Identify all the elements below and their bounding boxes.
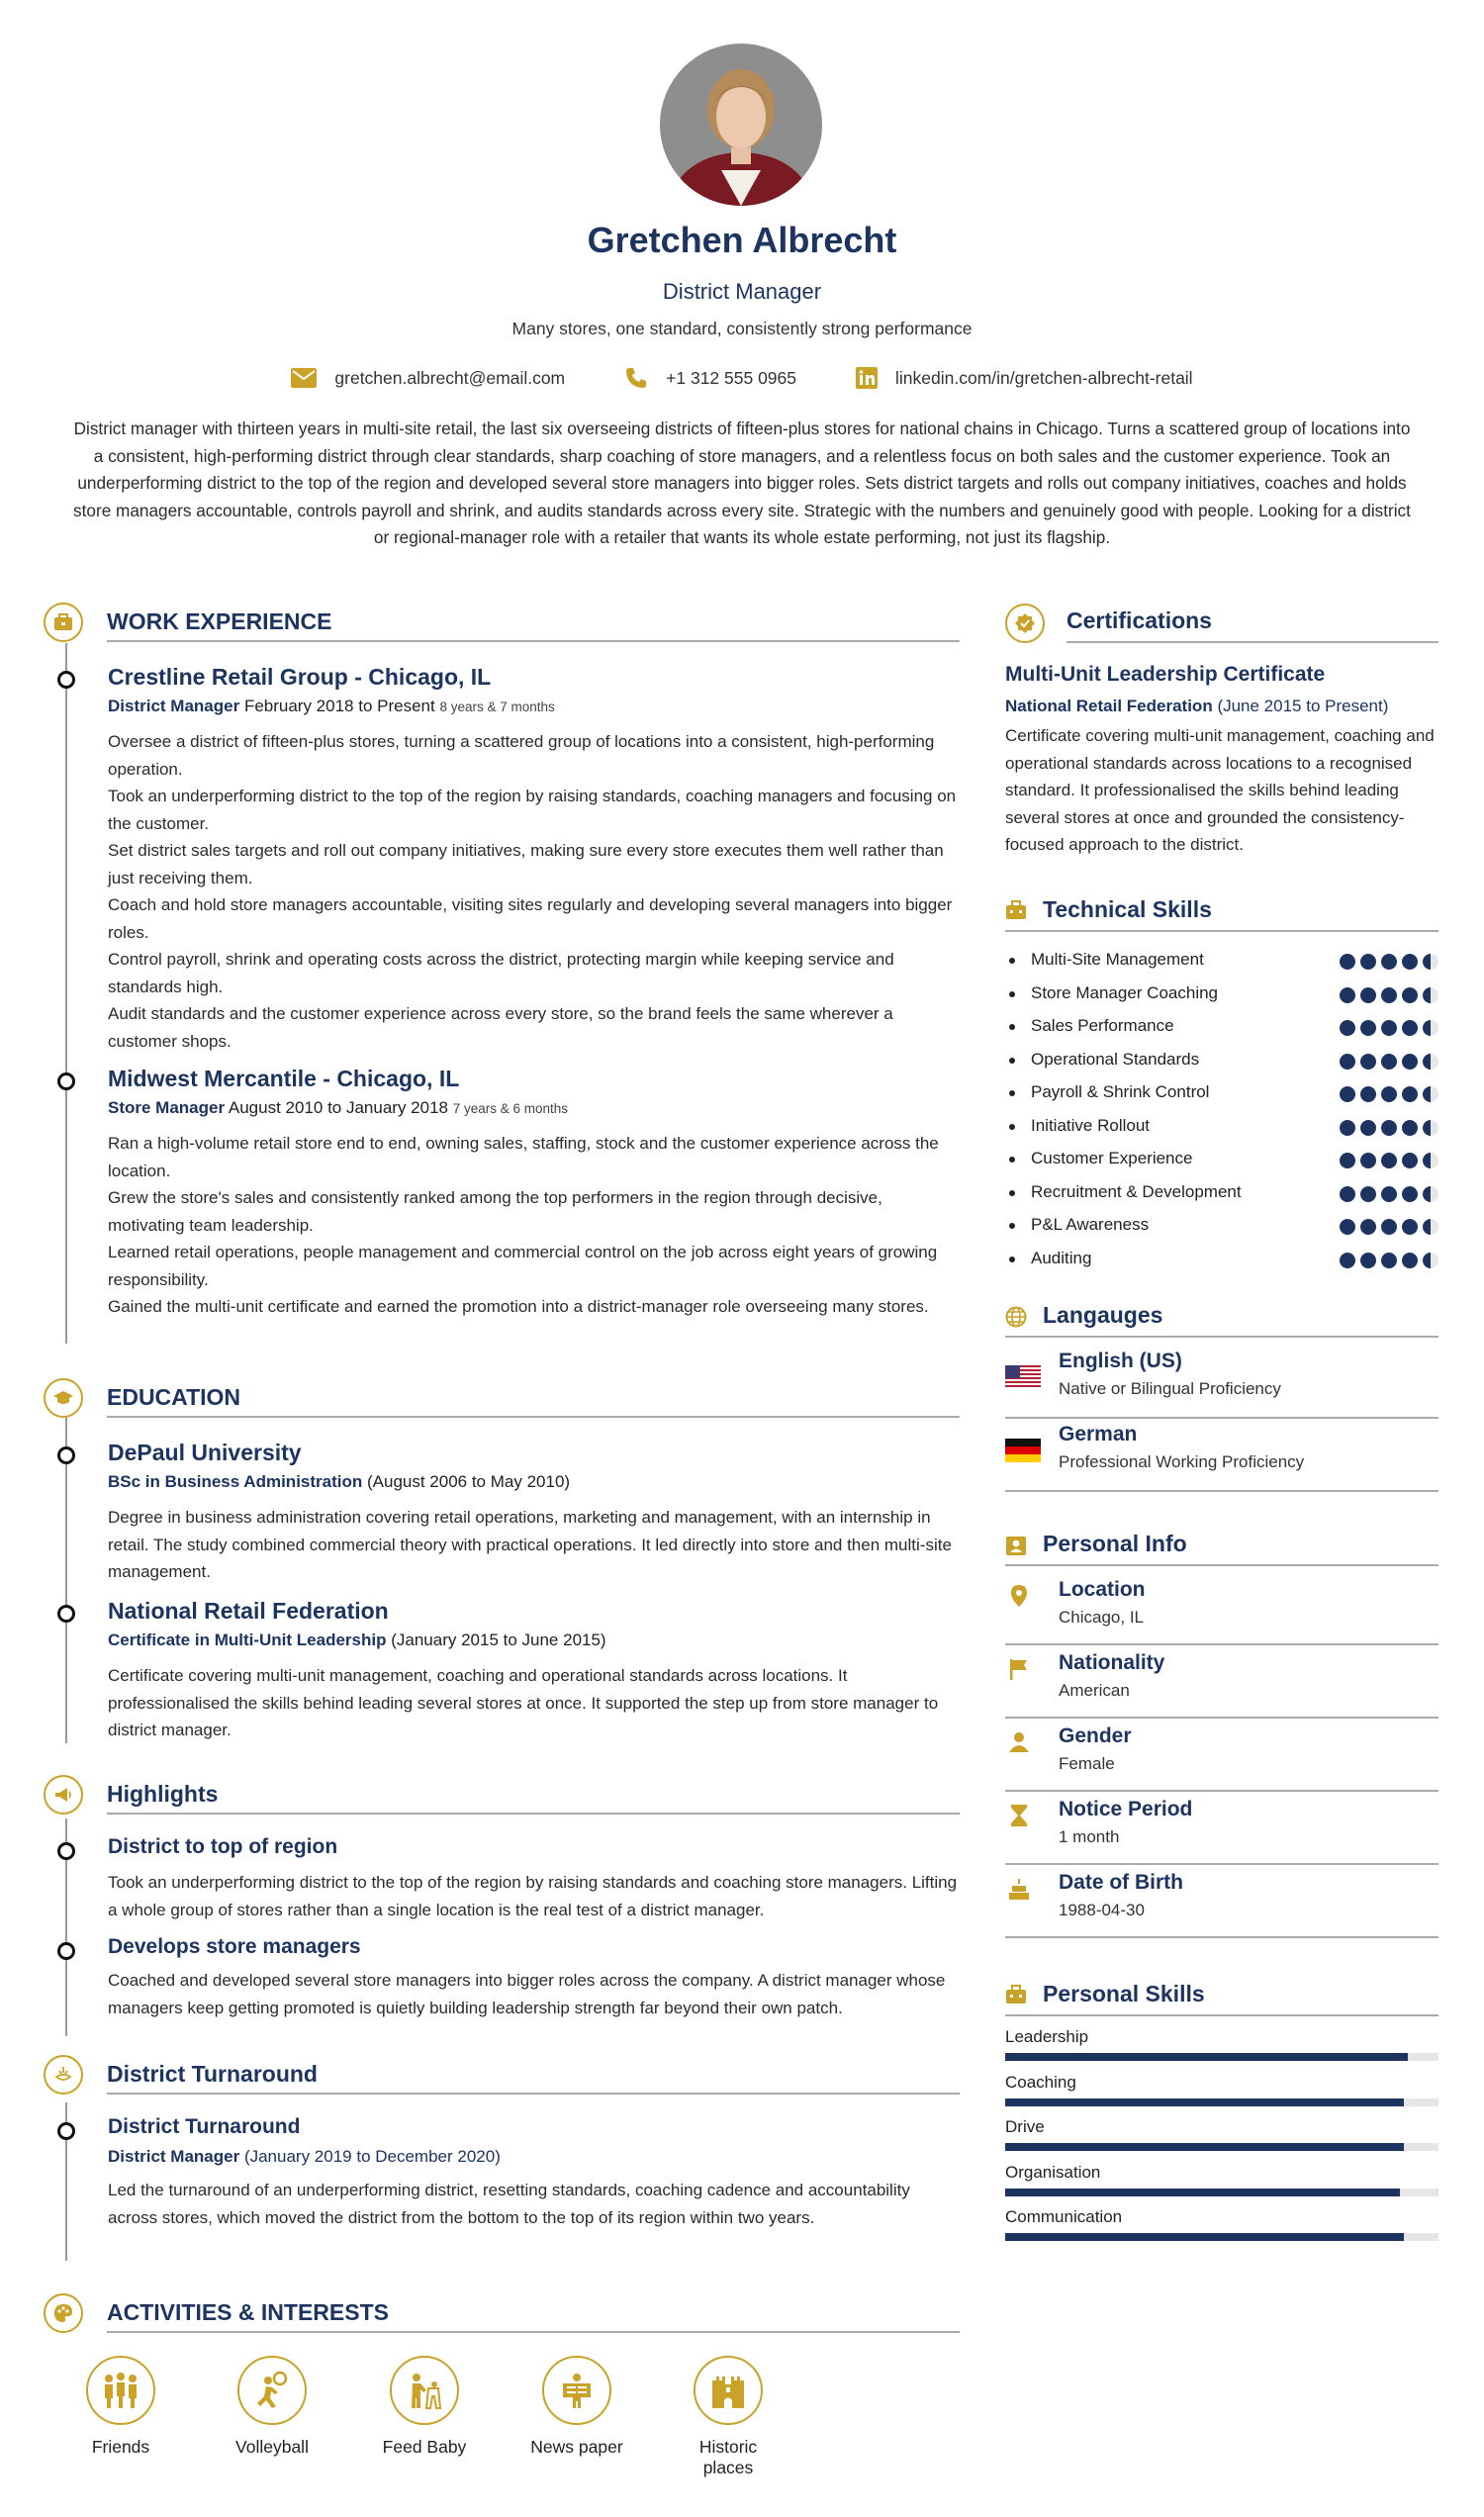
job-duration: 7 years & 6 months: [452, 1101, 569, 1116]
interest-label: Volleyball: [235, 2437, 309, 2457]
personal-info-item: [1005, 1798, 1438, 1865]
interest-item: [674, 2356, 783, 2478]
info-value: 1988-04-30: [1059, 1901, 1145, 1919]
skill-name: Multi-Site Management: [1031, 950, 1204, 969]
toolbox-icon: [1005, 1985, 1027, 2004]
timeline-dot: [57, 2122, 75, 2140]
rating-dot: [1381, 1020, 1397, 1036]
rating-dot: [1423, 954, 1438, 970]
job-bullet: Took an underperforming district to the top of the region by raising standards, coaching managers and focusing on the customer.: [108, 787, 957, 833]
personal-info-item: [1005, 1578, 1438, 1645]
highlight-title: Develops store managers: [108, 1935, 361, 1958]
job-bullet: Grew the store's sales and consistently ranked among the top performers in the region through decisive, motivating team leadership.: [108, 1188, 882, 1235]
skill-bar-fill: [1005, 2053, 1408, 2061]
skill-name: Organisation: [1005, 2162, 1101, 2182]
contact-phone[interactable]: [624, 366, 796, 390]
technical-skill-item: [1005, 1016, 1438, 1040]
info-label: Location: [1059, 1578, 1146, 1601]
degree-dates: (August 2006 to May 2010): [366, 1472, 571, 1491]
certification-issuer: National Retail Federation: [1005, 697, 1213, 715]
feed-baby-icon: [390, 2356, 459, 2425]
personal-info-item: [1005, 1651, 1438, 1719]
job-bullet: Set district sales targets and roll out company initiatives, making sure every store executes them well rather than just receiving them.: [108, 841, 944, 887]
section-divider: [107, 1813, 960, 1815]
info-label: Nationality: [1059, 1651, 1165, 1674]
email-icon: [291, 368, 317, 388]
job-bullet: Ran a high-volume retail store end to end, owning sales, staffing, stock and the customer experience across the location.: [108, 1134, 939, 1180]
bullet-dot: [1009, 1124, 1015, 1130]
certification-entry: [1005, 663, 1438, 859]
project-description: Led the turnaround of an underperforming district, resetting standards, coaching cadence and accountability across stores, which moved the district from the bottom to the top of its region within two years.: [108, 2181, 910, 2227]
hourglass-icon: [1007, 1804, 1031, 1827]
us-flag-icon: [1005, 1365, 1041, 1389]
job-bullets: [108, 728, 959, 1055]
bullet-dot: [1009, 1024, 1015, 1030]
phone-text[interactable]: +1 312 555 0965: [666, 367, 797, 388]
rating-dot: [1340, 1020, 1355, 1036]
info-value: American: [1059, 1681, 1130, 1700]
skill-bar-track: [1005, 2143, 1438, 2151]
education-header: [44, 1378, 960, 1422]
certifications-header: [1005, 604, 1438, 643]
palette-icon: [44, 2293, 83, 2333]
skill-name: P&L Awareness: [1031, 1215, 1150, 1234]
skill-bar-fill: [1005, 2098, 1404, 2106]
interest-label: News paper: [530, 2437, 623, 2457]
section-divider: [107, 2331, 960, 2333]
skill-bar-track: [1005, 2098, 1438, 2106]
degree-meta: [108, 1472, 959, 1492]
job-bullets: [108, 1130, 959, 1321]
info-label: Gender: [1059, 1725, 1132, 1747]
rating-dot: [1402, 1186, 1418, 1202]
skill-bar-fill: [1005, 2189, 1400, 2196]
section-divider: [107, 1416, 960, 1418]
personal-skills-header: [1005, 1977, 1438, 2016]
rating-dot: [1381, 1086, 1397, 1102]
info-label: Date of Birth: [1059, 1871, 1183, 1894]
rating-dot: [1360, 1219, 1376, 1235]
timeline-line: [65, 1417, 67, 1743]
skill-name: Drive: [1005, 2117, 1045, 2136]
language-item: [1005, 1423, 1438, 1492]
sparkle-icon: [44, 2055, 83, 2095]
section-divider: [1005, 1564, 1438, 1566]
job-bullet: Control payroll, shrink and operating costs across the district, protecting margin while keeping service and standards high.: [108, 950, 894, 996]
skill-name: Initiative Rollout: [1031, 1115, 1151, 1135]
id-card-icon: [1005, 1535, 1027, 1556]
skill-rating: [1340, 954, 1438, 970]
work-entry: [108, 664, 959, 1055]
germany-flag-icon: [1005, 1439, 1041, 1462]
rating-dot: [1340, 1086, 1355, 1102]
section-title: Technical Skills: [1043, 896, 1212, 922]
contact-linkedin[interactable]: [856, 366, 1193, 390]
bullet-dot: [1009, 1190, 1015, 1196]
section-divider: [107, 2093, 960, 2095]
personal-skill-item: [1005, 2207, 1438, 2247]
skill-name: Sales Performance: [1031, 1016, 1174, 1035]
contact-row: [0, 366, 1484, 390]
technical-skill-item: [1005, 983, 1438, 1007]
graduation-cap-icon: [44, 1378, 83, 1418]
skill-bar-track: [1005, 2053, 1438, 2061]
company-name: Midwest Mercantile - Chicago, IL: [108, 1066, 460, 1091]
rating-dot: [1423, 1054, 1438, 1070]
rating-dot: [1360, 1054, 1376, 1070]
personal-info-item: [1005, 1871, 1438, 1938]
skill-bar-track: [1005, 2189, 1438, 2196]
technical-skill-item: [1005, 1050, 1438, 1073]
highlight-entry: [108, 1935, 959, 2021]
candidate-name: Gretchen Albrecht: [587, 220, 897, 260]
interest-label: Feed Baby: [382, 2437, 467, 2457]
newspaper-icon: [542, 2356, 611, 2425]
education-description: Degree in business administration covering retail operations, marketing and management, with an internship in retail. The study combined commercial theory with practical operations. It led directly into store and then multi-site management.: [108, 1508, 952, 1581]
rating-dot: [1360, 1186, 1376, 1202]
phone-icon: [624, 366, 648, 390]
highlight-entry: [108, 1835, 959, 1923]
person-icon: [1007, 1730, 1031, 1754]
job-bullet: Audit standards and the customer experience across every store, so the brand feels the same wherever a customer shops.: [108, 1004, 893, 1051]
rating-dot: [1402, 1153, 1418, 1168]
rating-dot: [1360, 987, 1376, 1003]
rating-dot: [1423, 1219, 1438, 1235]
section-title: Highlights: [107, 1781, 219, 1807]
rating-dot: [1360, 1253, 1376, 1268]
timeline-dot: [57, 1072, 75, 1090]
personal-skill-item: [1005, 2027, 1438, 2067]
section-divider: [1067, 641, 1438, 643]
job-duration: 8 years & 7 months: [439, 699, 555, 714]
degree-meta: [108, 1631, 959, 1650]
rating-dot: [1340, 1219, 1355, 1235]
interest-label: Friends: [91, 2437, 150, 2457]
skill-rating: [1340, 1086, 1438, 1102]
rating-dot: [1360, 1020, 1376, 1036]
rating-dot: [1381, 1253, 1397, 1268]
degree-name: Certificate in Multi-Unit Leadership: [108, 1631, 387, 1649]
turnaround-entry: [108, 2115, 959, 2231]
friends-icon: [86, 2356, 155, 2425]
rating-dot: [1381, 1186, 1397, 1202]
interest-item: [522, 2356, 631, 2458]
rating-dot: [1360, 1086, 1376, 1102]
rating-dot: [1340, 1253, 1355, 1268]
rating-dot: [1402, 1253, 1418, 1268]
language-level: Native or Bilingual Proficiency: [1059, 1379, 1281, 1398]
rating-dot: [1340, 1186, 1355, 1202]
rating-dot: [1340, 1120, 1355, 1136]
email-text[interactable]: gretchen.albrecht@email.com: [334, 367, 566, 388]
project-title: District Turnaround: [108, 2115, 301, 2138]
rating-dot: [1340, 1054, 1355, 1070]
project-dates: (January 2019 to December 2020): [243, 2147, 501, 2166]
skill-name: Auditing: [1031, 1248, 1092, 1267]
section-title: WORK EXPERIENCE: [107, 608, 332, 634]
skill-rating: [1340, 1120, 1438, 1136]
briefcase-icon: [44, 603, 83, 642]
skill-rating: [1340, 1186, 1438, 1202]
highlight-description: Coached and developed several store managers into bigger roles across the company. A district manager whose managers keep getting promoted is quietly building leadership strength far beyond their own patch.: [108, 1971, 946, 2017]
rating-dot: [1402, 1020, 1418, 1036]
bullet-dot: [1009, 1223, 1015, 1229]
rating-dot: [1423, 987, 1438, 1003]
job-bullet: Coach and hold store managers accountable, visiting sites regularly and developing several managers into bigger roles.: [108, 895, 953, 942]
rating-dot: [1360, 1153, 1376, 1168]
rating-dot: [1402, 1086, 1418, 1102]
highlights-header: [44, 1775, 960, 1818]
certification-title: Multi-Unit Leadership Certificate: [1005, 663, 1326, 686]
interest-item: [218, 2356, 326, 2458]
job-bullet: Oversee a district of fifteen-plus stores, turning a scattered group of locations into a consistent, high-performing operation.: [108, 732, 935, 779]
interest-item: [66, 2356, 175, 2458]
turnaround-header: [44, 2055, 960, 2098]
language-item: [1005, 1350, 1438, 1419]
interest-item: [370, 2356, 479, 2458]
education-description: Certificate covering multi-unit management, coaching and operational standards across locations. It professionalised the skills behind leading several stores at once. It supported the step up from store manager to district manager.: [108, 1666, 939, 1739]
language-name: German: [1059, 1423, 1138, 1445]
info-value: Female: [1059, 1754, 1115, 1773]
cake-icon: [1007, 1877, 1031, 1901]
skill-rating: [1340, 1153, 1438, 1168]
skill-name: Communication: [1005, 2207, 1123, 2226]
profile-photo: [660, 44, 822, 206]
personal-skill-item: [1005, 2163, 1438, 2202]
section-title: Langauges: [1043, 1302, 1163, 1328]
personal-skill-item: [1005, 2117, 1438, 2157]
section-divider: [1005, 2014, 1438, 2016]
bullet-dot: [1009, 1157, 1015, 1163]
rating-dot: [1360, 1120, 1376, 1136]
rating-dot: [1381, 954, 1397, 970]
company-name: Crestline Retail Group - Chicago, IL: [108, 664, 492, 690]
job-dates: August 2010 to January 2018: [228, 1098, 449, 1117]
location-pin-icon: [1007, 1584, 1031, 1608]
badge-icon: [1005, 604, 1045, 643]
project-meta: [108, 2147, 959, 2167]
languages-header: [1005, 1298, 1438, 1338]
section-title: ACTIVITIES & INTERESTS: [107, 2299, 389, 2325]
rating-dot: [1402, 954, 1418, 970]
rating-dot: [1402, 1219, 1418, 1235]
skill-name: Customer Experience: [1031, 1149, 1193, 1167]
degree-dates: (January 2015 to June 2015): [391, 1631, 606, 1649]
info-value: 1 month: [1059, 1827, 1120, 1846]
rating-dot: [1381, 1219, 1397, 1235]
rating-dot: [1340, 954, 1355, 970]
technical-skill-item: [1005, 1082, 1438, 1106]
bullet-dot: [1009, 1257, 1015, 1262]
section-title: Certifications: [1067, 607, 1212, 633]
rating-dot: [1381, 1054, 1397, 1070]
project-role: District Manager: [108, 2147, 240, 2166]
rating-dot: [1423, 1253, 1438, 1268]
skill-name: Payroll & Shrink Control: [1031, 1082, 1210, 1101]
skill-name: Coaching: [1005, 2072, 1076, 2092]
timeline-dot: [57, 1842, 75, 1860]
section-divider: [1005, 1336, 1438, 1338]
skill-bar-track: [1005, 2233, 1438, 2241]
rating-dot: [1402, 1120, 1418, 1136]
tagline: Many stores, one standard, consistently strong performance: [511, 319, 973, 338]
degree-name: BSc in Business Administration: [108, 1472, 363, 1491]
timeline-dot: [57, 1605, 75, 1623]
job-meta: [108, 697, 959, 716]
education-entry: [108, 1598, 959, 1744]
bullet-dot: [1009, 1058, 1015, 1064]
job-title: District Manager: [662, 279, 822, 304]
personal-info-header: [1005, 1527, 1438, 1566]
job-role: District Manager: [108, 697, 240, 715]
section-title: District Turnaround: [107, 2061, 318, 2087]
skill-rating: [1340, 1253, 1438, 1268]
job-bullet: Gained the multi-unit certificate and earned the promotion into a district-manager role overseeing many stores.: [108, 1297, 929, 1316]
bullet-dot: [1009, 1090, 1015, 1096]
skill-name: Operational Standards: [1031, 1049, 1200, 1069]
rating-dot: [1423, 1120, 1438, 1136]
skill-rating: [1340, 1020, 1438, 1036]
work-experience-header: [44, 603, 960, 646]
skill-rating: [1340, 1054, 1438, 1070]
linkedin-text[interactable]: linkedin.com/in/gretchen-albrecht-retail: [895, 367, 1193, 388]
technical-skills-header: [1005, 892, 1438, 932]
education-entry: [108, 1440, 959, 1586]
timeline-dot: [57, 1942, 75, 1960]
school-name: National Retail Federation: [108, 1598, 389, 1624]
contact-email[interactable]: [291, 366, 565, 390]
language-level: Professional Working Proficiency: [1059, 1452, 1305, 1471]
rating-dot: [1360, 954, 1376, 970]
linkedin-icon: [856, 367, 878, 389]
rating-dot: [1423, 1020, 1438, 1036]
rating-dot: [1423, 1086, 1438, 1102]
work-entry: [108, 1066, 959, 1321]
school-name: DePaul University: [108, 1440, 302, 1465]
skill-bar-fill: [1005, 2143, 1404, 2151]
technical-skill-item: [1005, 1249, 1438, 1272]
profile-summary: District manager with thirteen years in multi-site retail, the last six overseeing districts of fifteen-plus stores for national chains in Chicago. Turns a scattered group of locations into a consistent, high-performing district through clear standards, sharp coaching of store managers, and a relentless focus on both sales and the customer experience. Took an underperforming district to the top of the region and developed several store managers into bigger roles. Sets district targets and rolls out company initiatives, coaches and holds store managers accountable, controls payroll and shrink, and audits standards across every site. Strategic with the numbers and genuinely good with people. Looking for a district or regional-manager role with a retailer that wants its whole estate performing, not just its flagship.: [73, 419, 1411, 547]
rating-dot: [1381, 1153, 1397, 1168]
technical-skill-item: [1005, 1182, 1438, 1206]
section-divider: [1005, 930, 1438, 932]
technical-skill-item: [1005, 1116, 1438, 1140]
flag-icon: [1007, 1657, 1031, 1681]
job-dates: February 2018 to Present: [243, 697, 435, 715]
section-title: Personal Skills: [1043, 1981, 1205, 2006]
skill-name: Leadership: [1005, 2027, 1089, 2046]
castle-icon: [694, 2356, 763, 2425]
rating-dot: [1402, 1054, 1418, 1070]
interests-header: [44, 2293, 960, 2337]
technical-skill-item: [1005, 950, 1438, 974]
skill-name: Recruitment & Development: [1031, 1181, 1242, 1201]
volleyball-icon: [237, 2356, 307, 2425]
section-divider: [107, 640, 960, 642]
skill-rating: [1340, 987, 1438, 1003]
info-value: Chicago, IL: [1059, 1608, 1144, 1627]
technical-skill-item: [1005, 1215, 1438, 1239]
rating-dot: [1402, 987, 1418, 1003]
timeline-dot: [57, 1446, 75, 1464]
bullet-dot: [1009, 991, 1015, 997]
megaphone-icon: [44, 1775, 83, 1815]
personal-info-item: [1005, 1725, 1438, 1792]
highlight-title: District to top of region: [108, 1835, 338, 1858]
rating-dot: [1423, 1186, 1438, 1202]
timeline-line: [65, 643, 67, 1344]
rating-dot: [1381, 987, 1397, 1003]
section-title: Personal Info: [1043, 1531, 1187, 1556]
certification-description: Certificate covering multi-unit management, coaching and operational standards across locations to a recognised standard. It professionalised the skills behind leading several stores at once and grounded the consistency-focused approach to the district.: [1005, 726, 1435, 854]
globe-icon: [1005, 1306, 1027, 1328]
rating-dot: [1340, 987, 1355, 1003]
technical-skill-item: [1005, 1149, 1438, 1172]
job-role: Store Manager: [108, 1098, 226, 1117]
highlight-description: Took an underperforming district to the top of the region by raising standards and coaching store managers. Lifting a whole group of stores rather than a single location is the real test of a district manager.: [108, 1873, 958, 1919]
language-name: English (US): [1059, 1350, 1182, 1372]
skill-bar-fill: [1005, 2233, 1404, 2241]
job-meta: [108, 1098, 959, 1118]
skill-rating: [1340, 1219, 1438, 1235]
timeline-dot: [57, 671, 75, 689]
certification-meta: [1005, 697, 1438, 716]
section-title: EDUCATION: [107, 1384, 241, 1410]
rating-dot: [1340, 1153, 1355, 1168]
rating-dot: [1423, 1153, 1438, 1168]
rating-dot: [1381, 1120, 1397, 1136]
job-bullet: Learned retail operations, people management and commercial control on the job across eight years of growing responsibility.: [108, 1243, 938, 1289]
interest-label: Historic places: [698, 2437, 758, 2477]
bullet-dot: [1009, 958, 1015, 964]
certification-dates: (June 2015 to Present): [1217, 697, 1389, 715]
personal-skill-item: [1005, 2073, 1438, 2112]
info-label: Notice Period: [1059, 1798, 1193, 1820]
skill-name: Store Manager Coaching: [1031, 982, 1219, 1002]
toolbox-icon: [1005, 900, 1027, 920]
